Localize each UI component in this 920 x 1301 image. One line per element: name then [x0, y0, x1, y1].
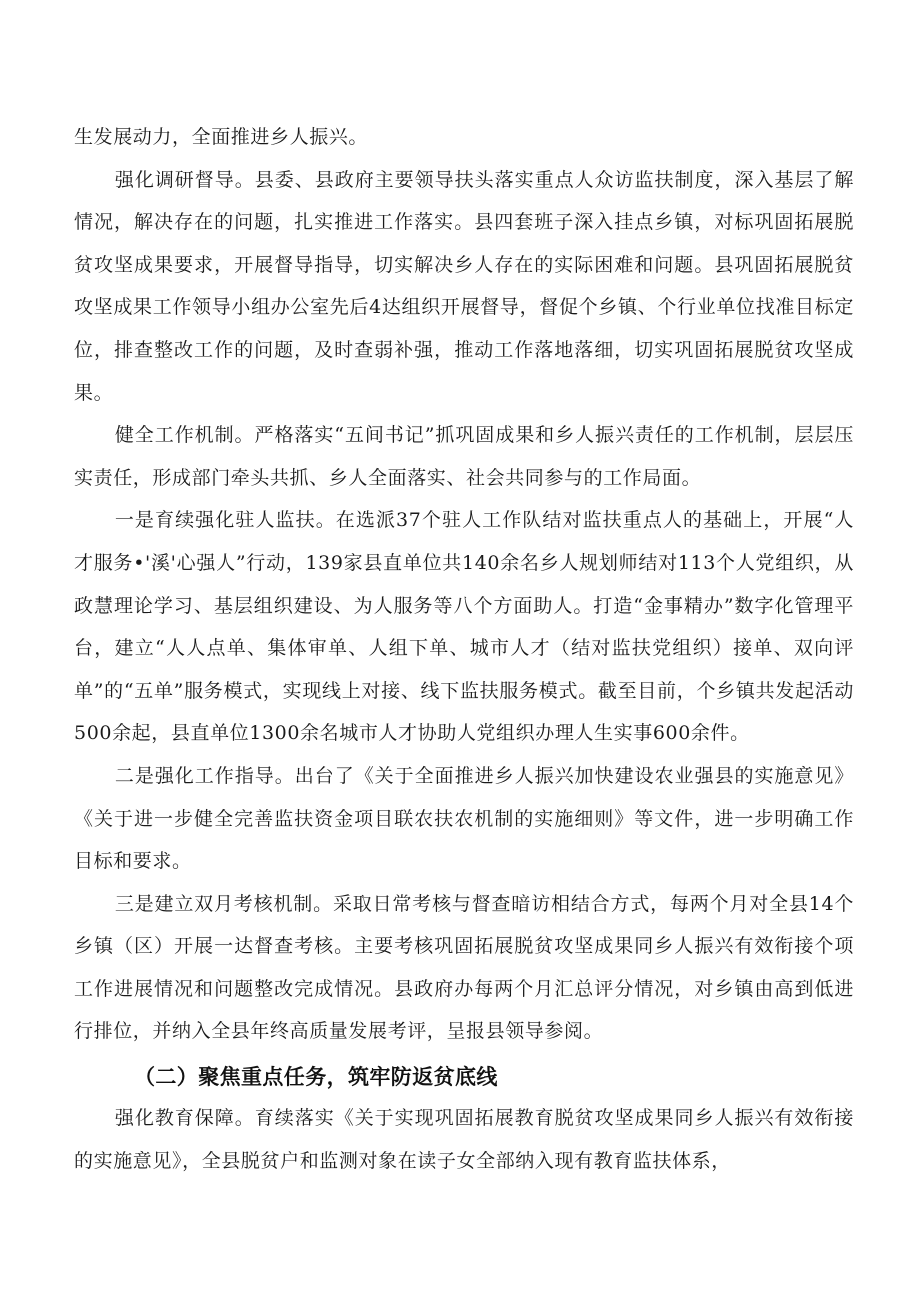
paragraph-research-supervision: 强化调研督导。县委、县政府主要领导扶头落实重点人众访监扶制度，深入基层了解情况，解决存在的问题，扎实推进工作落实。县四套班子深入挂点乡镇，对标巩固拓展脱贫攻坚成果要求，开展督导指导，切实解决乡人存在的实际困难和问题。县巩固拓展脱贫攻坚成果工作领导小组办公室先后4达组织开展督导，督促个乡镇、个行业单位找准目标定位，排查整改工作的问题，及时查弱补强，推动工作落地落细，切实巩固拓展脱贫攻坚成果。	[74, 168, 854, 404]
document-body	[74, 116, 854, 1182]
paragraph-village-assistance: 一是育续强化驻人监扶。在选派37个驻人工作队结对监扶重点人的基础上，开展“人才服务•'溪'心强人”行动，139家县直单位共140余名乡人规划师结对113个人党组织，从政慧理论学习、基层组织建设、为人服务等八个方面助人。打造“金事精办”数字化管理平台，建立“人人点单、集体审单、人组下单、城市人才（结对监扶党组织）接单、双向评单”的“五单”服务模式，实现线上对接、线下监扶服务模式。截至目前，个乡镇共发起活动500余起，县直单位1300余名城市人才协助人党组织办理人生实事600余件。	[74, 509, 854, 745]
paragraph-bimonthly-assessment: 三是建立双月考核机制。采取日常考核与督查暗访相结合方式，每两个月对全县14个乡镇（区）开展一达督查考核。主要考核巩固拓展脱贫攻坚成果同乡人振兴有效衔接个项工作进展情况和问题整改完成情况。县政府办每两个月汇总评分情况，对乡镇由高到低进行排位，并纳入全县年终高质量发展考评，呈报县领导参阅。	[74, 892, 854, 1043]
paragraph-education-guarantee: 强化教育保障。育续落实《关于实现巩固拓展教育脱贫攻坚成果同乡人振兴有效衔接的实施意见》，全县脱贫户和监测对象在读子女全部纳入现有教育监扶体系，	[74, 1107, 854, 1172]
section-heading: （二）聚焦重点任务，筑牢防返贫底线	[134, 1065, 498, 1090]
paragraph-continuation: 生发展动力，全面推进乡人振兴。	[74, 126, 369, 148]
paragraph-work-guidance: 二是强化工作指导。出台了《关于全面推进乡人振兴加快建设农业强县的实施意见》《关于进一步健全完善监扶资金项目联农扶农机制的实施细则》等文件，进一步明确工作目标和要求。	[74, 764, 854, 873]
paragraph-work-mechanism: 健全工作机制。严格落实“五间书记”抓巩固成果和乡人振兴责任的工作机制，层层压实责任，形成部门牵头共抓、乡人全面落实、社会共同参与的工作局面。	[74, 424, 854, 489]
